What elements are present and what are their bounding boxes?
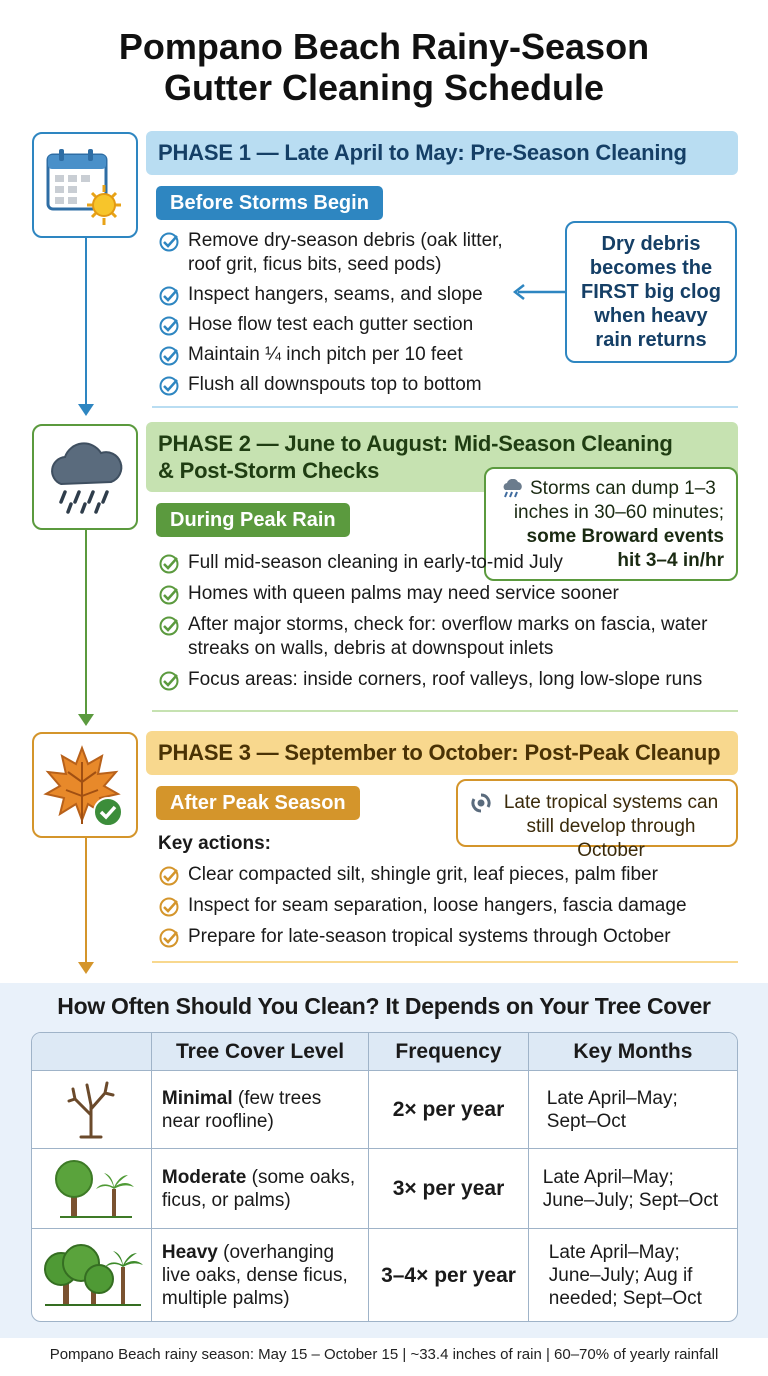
calendar-sun-icon bbox=[32, 132, 138, 238]
check-icon bbox=[158, 670, 180, 692]
months-cell: Late April–May; Sept–Oct bbox=[529, 1071, 737, 1149]
phase-3-key-actions: Key actions: bbox=[158, 833, 271, 854]
title-line-1: Pompano Beach Rainy-Season bbox=[118, 26, 650, 67]
check-icon bbox=[158, 865, 180, 887]
frequency-cell: 2× per year bbox=[369, 1071, 529, 1149]
table-header-icon bbox=[32, 1033, 152, 1071]
footer-note: Pompano Beach rainy season: May 15 – October 15 | ~33.4 inches of rain | 60–70% of yearly rainfall bbox=[0, 1338, 768, 1376]
table-header-level: Tree Cover Level bbox=[152, 1033, 369, 1071]
phase-1-item-3: Hose flow test each gutter section bbox=[158, 313, 518, 337]
months-cell: Late April–May; June–July; Aug if needed; Sept–Oct bbox=[548, 1241, 702, 1309]
level-bold: Minimal bbox=[161, 1087, 233, 1109]
phase-3-callout bbox=[456, 779, 738, 861]
phase-1-callout bbox=[565, 221, 737, 363]
bare-tree-icon bbox=[32, 1071, 152, 1149]
phase-1-item-1: Remove dry-season debris (oak litter, roof grit, ficus bits, seed pods) bbox=[158, 229, 518, 279]
phase-2-item-1: Full mid-season cleaning in early-to-mid July bbox=[158, 551, 718, 575]
phase-3-item-1: Clear compacted silt, shingle grit, leaf pieces, palm fiber bbox=[158, 863, 728, 887]
phase-3-header-text: PHASE 3 — September to October: Post-Peak Cleanup bbox=[158, 740, 721, 765]
phase-1-pill: Before Storms Begin bbox=[156, 186, 383, 220]
phase-1-divider bbox=[152, 406, 738, 408]
dense-trees-icon bbox=[32, 1229, 152, 1321]
phase-2-item-2: Homes with queen palms may need service sooner bbox=[158, 582, 718, 606]
timeline-arrow-1 bbox=[78, 404, 94, 416]
check-icon bbox=[158, 896, 180, 918]
timeline-line-3 bbox=[85, 838, 87, 966]
phase-1-item-4: Maintain ¼ inch pitch per 10 feet bbox=[158, 343, 518, 367]
check-icon bbox=[158, 285, 180, 307]
phase-3-item-3: Prepare for late-season tropical systems through October bbox=[158, 925, 728, 949]
phase-1-callout-text: Dry debris becomes the FIRST big clog when heavy rain returns bbox=[581, 233, 721, 351]
tree-and-palm-icon bbox=[32, 1149, 152, 1229]
phase-2-checklist bbox=[158, 551, 718, 692]
phase-3-callout-text: Late tropical systems can still develop through October bbox=[503, 792, 719, 861]
title-line-2: Gutter Cleaning Schedule bbox=[163, 67, 605, 108]
level-bold: Heavy bbox=[161, 1241, 218, 1263]
level-desc: (some oaks, ficus, or palms) bbox=[161, 1166, 356, 1211]
phase-3-pill: After Peak Season bbox=[156, 786, 360, 820]
phase-2-callout-line-3: some Broward events bbox=[526, 526, 724, 547]
phase-3-checklist bbox=[158, 863, 728, 949]
level-desc: (few trees near roofline) bbox=[161, 1087, 322, 1132]
level-desc: (overhanging live oaks, dense ficus, multiple palms) bbox=[161, 1241, 348, 1309]
phase-1-item-5: Flush all downspouts top to bottom bbox=[158, 373, 518, 397]
check-icon bbox=[158, 927, 180, 949]
timeline-line-1 bbox=[85, 238, 87, 410]
phase-2-callout-line-4: hit 3–4 in/hr bbox=[617, 550, 724, 571]
timeline-arrow-2 bbox=[78, 714, 94, 726]
check-icon bbox=[158, 375, 180, 397]
tree-cover-section bbox=[0, 983, 768, 1338]
phase-2-callout-line-2: inches in 30–60 minutes; bbox=[513, 502, 724, 523]
frequency-cell: 3–4× per year bbox=[369, 1229, 529, 1321]
table-header-months: Key Months bbox=[529, 1033, 737, 1071]
check-icon bbox=[158, 584, 180, 606]
phase-1-header-text: PHASE 1 — Late April to May: Pre-Season Cleaning bbox=[158, 140, 687, 165]
rain-cloud-small-icon bbox=[500, 479, 524, 499]
page-title bbox=[0, 26, 768, 108]
table-row bbox=[32, 1229, 737, 1321]
phase-3-divider bbox=[152, 961, 738, 963]
phase-3-item-2: Inspect for seam separation, loose hangers, fascia damage bbox=[158, 894, 728, 918]
phase-3-header bbox=[146, 731, 738, 775]
table-row bbox=[32, 1071, 737, 1149]
check-icon bbox=[158, 615, 180, 637]
timeline-line-2 bbox=[85, 530, 87, 718]
frequency-cell: 3× per year bbox=[369, 1149, 529, 1229]
check-icon bbox=[158, 553, 180, 575]
phase-2-header-line-1: PHASE 2 — June to August: Mid-Season Cleaning bbox=[158, 431, 673, 456]
check-icon bbox=[158, 345, 180, 367]
tree-cover-heading: How Often Should You Clean? It Depends on Your Tree Cover bbox=[57, 993, 711, 1019]
phase-1-header bbox=[146, 131, 738, 175]
tree-cover-table bbox=[31, 1032, 738, 1322]
table-row bbox=[32, 1149, 737, 1229]
phase-2-pill: During Peak Rain bbox=[156, 503, 350, 537]
timeline-arrow-3 bbox=[78, 962, 94, 974]
phase-2-divider bbox=[152, 710, 738, 712]
level-bold: Moderate bbox=[161, 1166, 247, 1188]
callout-arrow-icon bbox=[512, 282, 568, 302]
phase-1-item-2: Inspect hangers, seams, and slope bbox=[158, 283, 518, 307]
phase-1-checklist bbox=[158, 229, 518, 397]
phase-2-header-line-2: & Post-Storm Checks bbox=[158, 458, 380, 483]
hurricane-icon bbox=[470, 792, 492, 814]
check-icon bbox=[158, 231, 180, 253]
leaf-check-icon bbox=[32, 732, 138, 838]
table-header-row bbox=[32, 1033, 737, 1071]
check-icon bbox=[158, 315, 180, 337]
rain-cloud-icon bbox=[32, 424, 138, 530]
phase-2-item-4: Focus areas: inside corners, roof valleys, long low-slope runs bbox=[158, 668, 718, 692]
months-cell: Late April–May; June–July; Sept–Oct bbox=[529, 1149, 737, 1229]
phase-2-callout-line-1: Storms can dump 1–3 bbox=[500, 477, 724, 501]
phase-2-item-3: After major storms, check for: overflow marks on fascia, water streaks on walls, debris at downspout inlets bbox=[158, 613, 718, 661]
table-header-frequency: Frequency bbox=[369, 1033, 529, 1071]
